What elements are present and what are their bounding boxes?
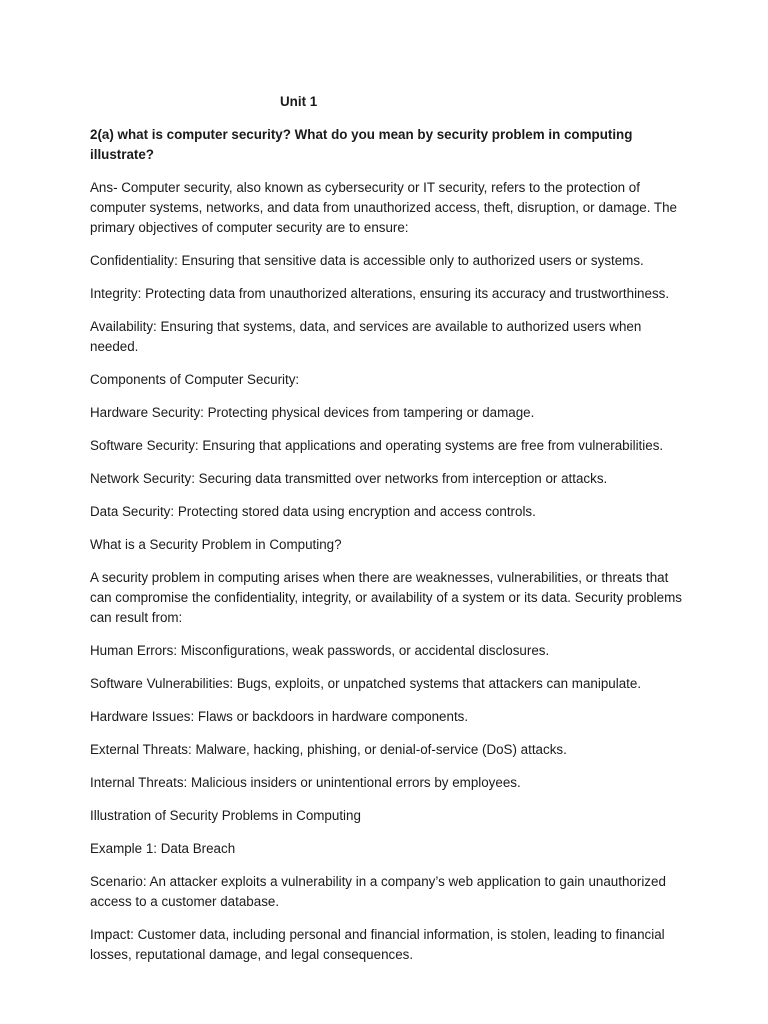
paragraph-components-heading: Components of Computer Security:: [90, 372, 300, 387]
paragraph-hardware-issues: Hardware Issues: Flaws or backdoors in hardware components.: [90, 709, 469, 724]
paragraph-external-threats: External Threats: Malware, hacking, phishing, or denial-of-service (DoS) attacks.: [90, 742, 567, 757]
paragraph-illustration-heading: Illustration of Security Problems in Computing: [90, 808, 361, 823]
document-body: [90, 125, 690, 978]
paragraph-network-security: Network Security: Securing data transmitted over networks from interception or attacks.: [90, 471, 608, 486]
paragraph-security-problem-definition: A security problem in computing arises when there are weaknesses, vulnerabilities, or threats that can compromise the confidentiality, integrity, or availability of a system or its data. Security problems can result from:: [90, 570, 682, 625]
paragraph-scenario: Scenario: An attacker exploits a vulnerability in a company’s web application to gain unauthorized access to a customer database.: [90, 874, 666, 909]
paragraph-availability: Availability: Ensuring that systems, data, and services are available to authorized users when needed.: [90, 319, 642, 354]
unit-title: Unit 1: [280, 94, 318, 109]
paragraph-hardware-security: Hardware Security: Protecting physical devices from tampering or damage.: [90, 405, 535, 420]
question-heading: 2(a) what is computer security? What do you mean by security problem in computing illustrate?: [90, 127, 633, 162]
paragraph-internal-threats: Internal Threats: Malicious insiders or unintentional errors by employees.: [90, 775, 521, 790]
paragraph-human-errors: Human Errors: Misconfigurations, weak passwords, or accidental disclosures.: [90, 643, 550, 658]
paragraph-data-security: Data Security: Protecting stored data using encryption and access controls.: [90, 504, 536, 519]
paragraph-example-1: Example 1: Data Breach: [90, 841, 236, 856]
paragraph-software-security: Software Security: Ensuring that applications and operating systems are free from vulnerabilities.: [90, 438, 664, 453]
paragraph-security-problem-heading: What is a Security Problem in Computing?: [90, 537, 342, 552]
paragraph-software-vulnerabilities: Software Vulnerabilities: Bugs, exploits, or unpatched systems that attackers can manipulate.: [90, 676, 642, 691]
paragraph-answer-intro: Ans- Computer security, also known as cybersecurity or IT security, refers to the protection of computer systems, networks, and data from unauthorized access, theft, disruption, or damage. The primary objectives of computer security are to ensure:: [90, 180, 678, 235]
paragraph-integrity: Integrity: Protecting data from unauthorized alterations, ensuring its accuracy and trustworthiness.: [90, 286, 670, 301]
paragraph-confidentiality: Confidentiality: Ensuring that sensitive data is accessible only to authorized users or systems.: [90, 253, 644, 268]
paragraph-impact: Impact: Customer data, including personal and financial information, is stolen, leading to financial losses, reputational damage, and legal consequences.: [90, 927, 665, 962]
